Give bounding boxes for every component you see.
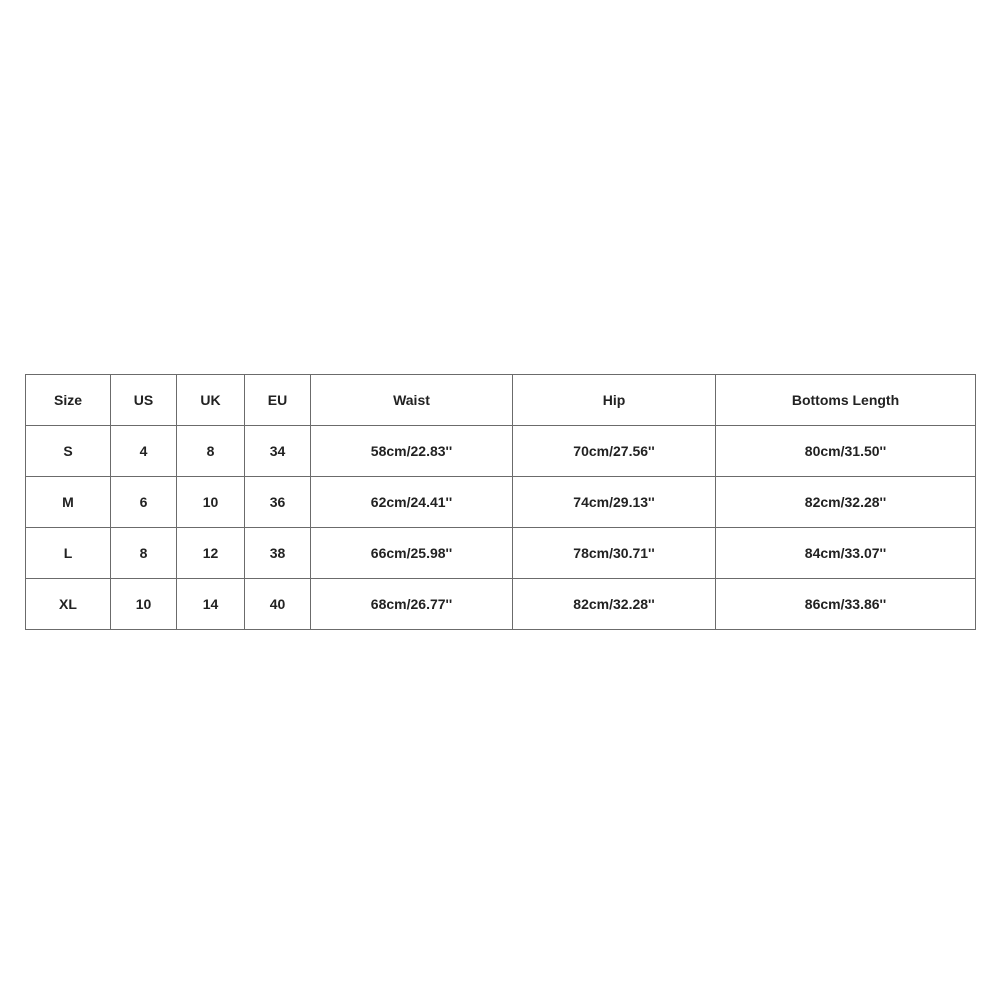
cell-size: S <box>26 426 111 477</box>
cell-bottoms-length: 84cm/33.07'' <box>716 528 976 579</box>
table-row <box>26 528 976 579</box>
header-waist: Waist <box>311 375 513 426</box>
cell-uk: 12 <box>177 528 245 579</box>
cell-us: 6 <box>111 477 177 528</box>
cell-eu: 38 <box>245 528 311 579</box>
table-row <box>26 426 976 477</box>
cell-size: L <box>26 528 111 579</box>
cell-waist: 66cm/25.98'' <box>311 528 513 579</box>
header-hip: Hip <box>513 375 716 426</box>
cell-hip: 82cm/32.28'' <box>513 579 716 630</box>
header-us: US <box>111 375 177 426</box>
cell-eu: 34 <box>245 426 311 477</box>
cell-eu: 40 <box>245 579 311 630</box>
table-row <box>26 579 976 630</box>
cell-bottoms-length: 86cm/33.86'' <box>716 579 976 630</box>
cell-bottoms-length: 82cm/32.28'' <box>716 477 976 528</box>
cell-eu: 36 <box>245 477 311 528</box>
cell-hip: 74cm/29.13'' <box>513 477 716 528</box>
cell-us: 8 <box>111 528 177 579</box>
cell-uk: 14 <box>177 579 245 630</box>
header-bottoms-length: Bottoms Length <box>716 375 976 426</box>
header-eu: EU <box>245 375 311 426</box>
header-row <box>26 375 976 426</box>
cell-waist: 58cm/22.83'' <box>311 426 513 477</box>
header-uk: UK <box>177 375 245 426</box>
table-row <box>26 477 976 528</box>
cell-us: 10 <box>111 579 177 630</box>
size-chart-table <box>25 374 976 630</box>
cell-waist: 62cm/24.41'' <box>311 477 513 528</box>
cell-bottoms-length: 80cm/31.50'' <box>716 426 976 477</box>
cell-uk: 10 <box>177 477 245 528</box>
cell-uk: 8 <box>177 426 245 477</box>
cell-waist: 68cm/26.77'' <box>311 579 513 630</box>
cell-size: M <box>26 477 111 528</box>
cell-hip: 78cm/30.71'' <box>513 528 716 579</box>
cell-size: XL <box>26 579 111 630</box>
header-size: Size <box>26 375 111 426</box>
cell-us: 4 <box>111 426 177 477</box>
cell-hip: 70cm/27.56'' <box>513 426 716 477</box>
